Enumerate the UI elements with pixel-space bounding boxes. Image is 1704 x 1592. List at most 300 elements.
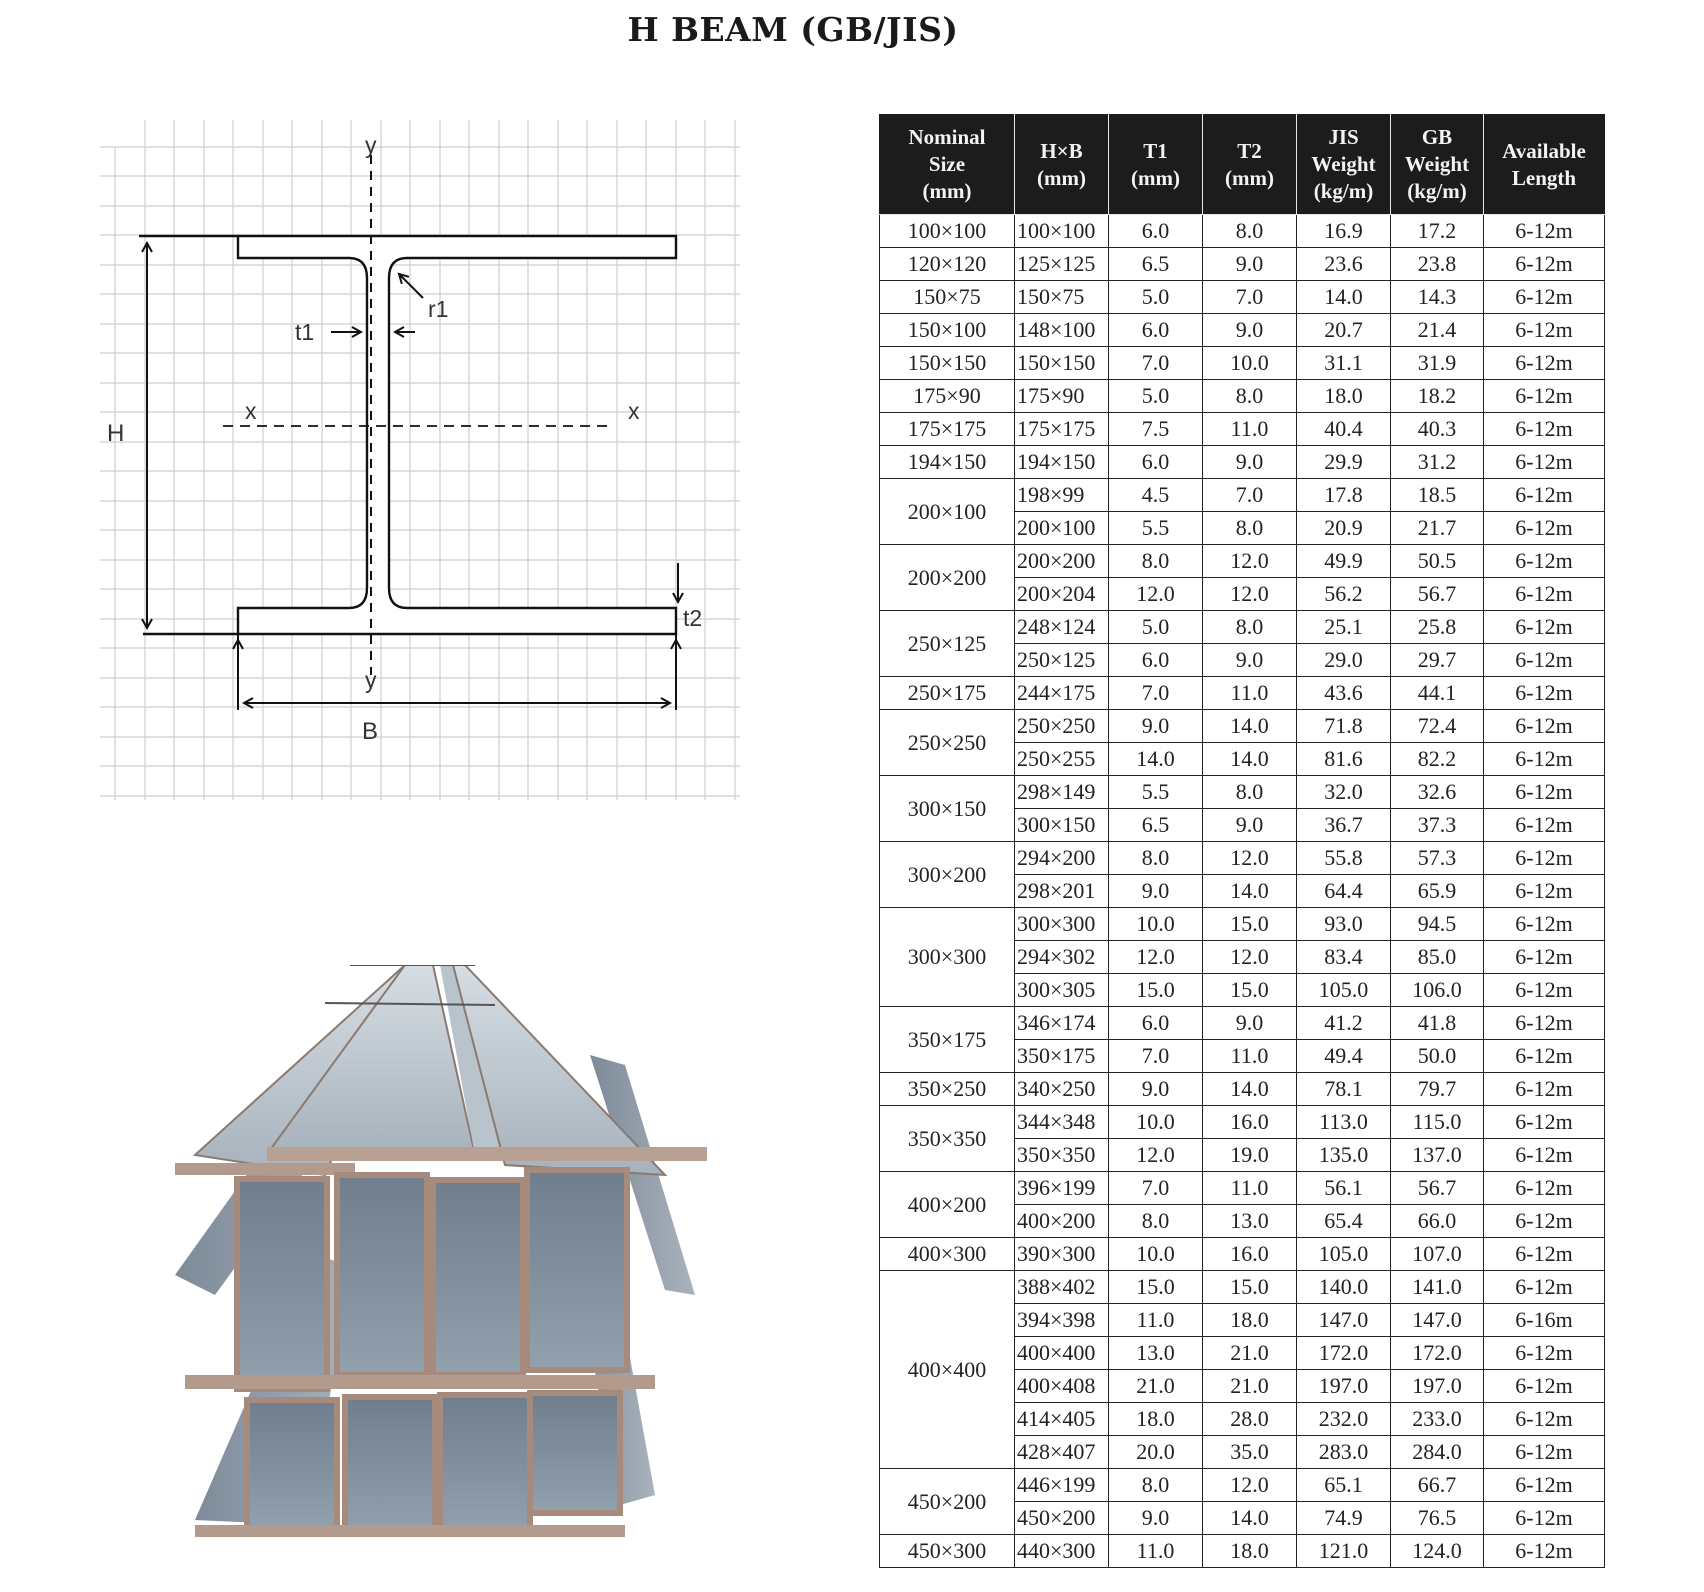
table-row — [880, 281, 1605, 314]
column-header-line: Available — [1502, 138, 1586, 163]
cell-available-length: 6-12m — [1484, 314, 1605, 347]
column-header-line: T2 — [1237, 138, 1262, 163]
cell-t1: 5.0 — [1109, 380, 1203, 413]
h-beam-product-photo — [175, 965, 730, 1545]
cell-gb-weight: 233.0 — [1391, 1403, 1484, 1436]
cell-gb-weight: 106.0 — [1391, 974, 1484, 1007]
label-x-right: x — [628, 398, 640, 424]
cell-t2: 7.0 — [1203, 281, 1297, 314]
cell-gb-weight: 18.2 — [1391, 380, 1484, 413]
cell-t2: 35.0 — [1203, 1436, 1297, 1469]
cell-t1: 6.0 — [1109, 215, 1203, 248]
table-row — [880, 842, 1605, 875]
cell-nominal-size: 250×250 — [880, 710, 1015, 776]
cell-t1: 15.0 — [1109, 974, 1203, 1007]
cell-t2: 10.0 — [1203, 347, 1297, 380]
cell-gb-weight: 79.7 — [1391, 1073, 1484, 1106]
cell-jis-weight: 32.0 — [1297, 776, 1391, 809]
cell-hxb: 194×150 — [1015, 446, 1109, 479]
cell-available-length: 6-12m — [1484, 578, 1605, 611]
cell-jis-weight: 147.0 — [1297, 1304, 1391, 1337]
table-row — [880, 611, 1605, 644]
column-header-available-length — [1484, 115, 1605, 215]
cell-hxb: 400×408 — [1015, 1370, 1109, 1403]
cell-t2: 21.0 — [1203, 1370, 1297, 1403]
cell-t2: 14.0 — [1203, 743, 1297, 776]
cell-t2: 11.0 — [1203, 1040, 1297, 1073]
cell-t2: 28.0 — [1203, 1403, 1297, 1436]
cell-gb-weight: 56.7 — [1391, 578, 1484, 611]
column-header-nominal-size — [880, 115, 1015, 215]
cell-hxb: 100×100 — [1015, 215, 1109, 248]
cell-t2: 12.0 — [1203, 578, 1297, 611]
cell-gb-weight: 17.2 — [1391, 215, 1484, 248]
cell-gb-weight: 32.6 — [1391, 776, 1484, 809]
cell-t2: 18.0 — [1203, 1535, 1297, 1568]
cell-hxb: 298×149 — [1015, 776, 1109, 809]
cell-t2: 12.0 — [1203, 1469, 1297, 1502]
cell-gb-weight: 141.0 — [1391, 1271, 1484, 1304]
column-header-t2 — [1203, 115, 1297, 215]
cell-hxb: 175×175 — [1015, 413, 1109, 446]
cell-available-length: 6-12m — [1484, 545, 1605, 578]
column-header-line: (mm) — [1225, 165, 1274, 190]
table-row — [880, 1106, 1605, 1139]
cell-t1: 11.0 — [1109, 1535, 1203, 1568]
cell-jis-weight: 18.0 — [1297, 380, 1391, 413]
spec-table-container — [870, 100, 1630, 1588]
cell-nominal-size: 350×250 — [880, 1073, 1015, 1106]
cell-t2: 9.0 — [1203, 314, 1297, 347]
cell-hxb: 446×199 — [1015, 1469, 1109, 1502]
cell-jis-weight: 83.4 — [1297, 941, 1391, 974]
table-row — [880, 347, 1605, 380]
cell-t2: 16.0 — [1203, 1106, 1297, 1139]
cell-available-length: 6-12m — [1484, 743, 1605, 776]
cell-nominal-size: 450×200 — [880, 1469, 1015, 1535]
cell-available-length: 6-12m — [1484, 1040, 1605, 1073]
cell-jis-weight: 64.4 — [1297, 875, 1391, 908]
cell-jis-weight: 71.8 — [1297, 710, 1391, 743]
cell-available-length: 6-12m — [1484, 974, 1605, 1007]
cell-t1: 5.5 — [1109, 512, 1203, 545]
label-radius: r1 — [428, 296, 449, 322]
table-row — [880, 215, 1605, 248]
cell-t2: 9.0 — [1203, 809, 1297, 842]
cell-nominal-size: 300×200 — [880, 842, 1015, 908]
cell-t2: 12.0 — [1203, 941, 1297, 974]
cell-gb-weight: 40.3 — [1391, 413, 1484, 446]
cell-gb-weight: 44.1 — [1391, 677, 1484, 710]
label-x-left: x — [245, 398, 257, 424]
cell-hxb: 400×200 — [1015, 1205, 1109, 1238]
cell-available-length: 6-12m — [1484, 215, 1605, 248]
h-beam-profile — [238, 236, 676, 634]
cell-jis-weight: 29.0 — [1297, 644, 1391, 677]
cell-t1: 8.0 — [1109, 1469, 1203, 1502]
cell-hxb: 150×150 — [1015, 347, 1109, 380]
column-header-jis-weight — [1297, 115, 1391, 215]
column-header-line: (mm) — [1037, 165, 1086, 190]
cell-t1: 10.0 — [1109, 1238, 1203, 1271]
cell-available-length: 6-12m — [1484, 1535, 1605, 1568]
table-row — [880, 479, 1605, 512]
cell-jis-weight: 172.0 — [1297, 1337, 1391, 1370]
cell-hxb: 396×199 — [1015, 1172, 1109, 1205]
cell-jis-weight: 105.0 — [1297, 1238, 1391, 1271]
cell-t2: 13.0 — [1203, 1205, 1297, 1238]
cell-t1: 6.5 — [1109, 809, 1203, 842]
cell-t2: 9.0 — [1203, 644, 1297, 677]
cell-t1: 10.0 — [1109, 908, 1203, 941]
label-width: B — [362, 718, 379, 745]
column-header-line: T1 — [1143, 138, 1168, 163]
h-beam-spec-table — [879, 114, 1605, 1568]
cell-nominal-size: 200×100 — [880, 479, 1015, 545]
cell-jis-weight: 20.9 — [1297, 512, 1391, 545]
cell-hxb: 250×125 — [1015, 644, 1109, 677]
cell-available-length: 6-12m — [1484, 1403, 1605, 1436]
cell-hxb: 150×75 — [1015, 281, 1109, 314]
cell-nominal-size: 400×400 — [880, 1271, 1015, 1469]
cell-t1: 7.0 — [1109, 347, 1203, 380]
cell-jis-weight: 25.1 — [1297, 611, 1391, 644]
label-web-thickness: t1 — [295, 319, 315, 345]
cell-gb-weight: 124.0 — [1391, 1535, 1484, 1568]
cell-jis-weight: 41.2 — [1297, 1007, 1391, 1040]
column-header-line: H×B — [1040, 138, 1083, 163]
cell-available-length: 6-12m — [1484, 677, 1605, 710]
cell-gb-weight: 107.0 — [1391, 1238, 1484, 1271]
cell-gb-weight: 66.0 — [1391, 1205, 1484, 1238]
cell-hxb: 300×305 — [1015, 974, 1109, 1007]
cell-available-length: 6-12m — [1484, 1238, 1605, 1271]
cell-nominal-size: 350×175 — [880, 1007, 1015, 1073]
cell-t2: 8.0 — [1203, 215, 1297, 248]
column-header-line: (kg/m) — [1313, 179, 1374, 203]
cell-t1: 8.0 — [1109, 545, 1203, 578]
table-row — [880, 710, 1605, 743]
cell-gb-weight: 147.0 — [1391, 1304, 1484, 1337]
column-header-line: JIS — [1328, 125, 1359, 149]
cell-t2: 12.0 — [1203, 842, 1297, 875]
table-row — [880, 1238, 1605, 1271]
cell-t1: 8.0 — [1109, 842, 1203, 875]
cell-t2: 18.0 — [1203, 1304, 1297, 1337]
cell-gb-weight: 284.0 — [1391, 1436, 1484, 1469]
cell-gb-weight: 94.5 — [1391, 908, 1484, 941]
cell-t2: 11.0 — [1203, 413, 1297, 446]
table-row — [880, 446, 1605, 479]
cell-hxb: 340×250 — [1015, 1073, 1109, 1106]
cell-hxb: 294×200 — [1015, 842, 1109, 875]
cell-nominal-size: 100×100 — [880, 215, 1015, 248]
cell-hxb: 390×300 — [1015, 1238, 1109, 1271]
cell-gb-weight: 82.2 — [1391, 743, 1484, 776]
cell-nominal-size: 250×175 — [880, 677, 1015, 710]
cell-available-length: 6-12m — [1484, 281, 1605, 314]
cell-nominal-size: 150×100 — [880, 314, 1015, 347]
cell-available-length: 6-12m — [1484, 611, 1605, 644]
cell-t2: 8.0 — [1203, 512, 1297, 545]
cell-hxb: 428×407 — [1015, 1436, 1109, 1469]
cell-jis-weight: 197.0 — [1297, 1370, 1391, 1403]
cell-t1: 20.0 — [1109, 1436, 1203, 1469]
cell-nominal-size: 175×175 — [880, 413, 1015, 446]
cell-hxb: 200×204 — [1015, 578, 1109, 611]
column-header-line: Nominal — [908, 125, 986, 149]
cell-t2: 21.0 — [1203, 1337, 1297, 1370]
column-header-hxb — [1015, 115, 1109, 215]
cell-gb-weight: 23.8 — [1391, 248, 1484, 281]
cell-t1: 9.0 — [1109, 710, 1203, 743]
cell-t1: 6.0 — [1109, 644, 1203, 677]
cell-jis-weight: 36.7 — [1297, 809, 1391, 842]
cell-t2: 15.0 — [1203, 908, 1297, 941]
column-header-line: Size — [928, 152, 966, 176]
cell-t1: 6.0 — [1109, 1007, 1203, 1040]
cell-t2: 14.0 — [1203, 875, 1297, 908]
cell-hxb: 414×405 — [1015, 1403, 1109, 1436]
cell-hxb: 350×350 — [1015, 1139, 1109, 1172]
cell-available-length: 6-12m — [1484, 1172, 1605, 1205]
cell-t1: 12.0 — [1109, 578, 1203, 611]
table-row — [880, 1469, 1605, 1502]
cell-t1: 9.0 — [1109, 1502, 1203, 1535]
cell-gb-weight: 197.0 — [1391, 1370, 1484, 1403]
cell-available-length: 6-12m — [1484, 908, 1605, 941]
cell-jis-weight: 55.8 — [1297, 842, 1391, 875]
cell-t1: 9.0 — [1109, 875, 1203, 908]
cell-gb-weight: 21.4 — [1391, 314, 1484, 347]
cell-t2: 15.0 — [1203, 974, 1297, 1007]
table-row — [880, 1535, 1605, 1568]
cell-available-length: 6-12m — [1484, 446, 1605, 479]
cell-t2: 14.0 — [1203, 1073, 1297, 1106]
cell-gb-weight: 85.0 — [1391, 941, 1484, 974]
cell-jis-weight: 93.0 — [1297, 908, 1391, 941]
cell-t1: 6.5 — [1109, 248, 1203, 281]
cell-t1: 5.5 — [1109, 776, 1203, 809]
cell-available-length: 6-12m — [1484, 1370, 1605, 1403]
table-row — [880, 1172, 1605, 1205]
cell-t1: 12.0 — [1109, 941, 1203, 974]
cell-gb-weight: 137.0 — [1391, 1139, 1484, 1172]
column-header-t1 — [1109, 115, 1203, 215]
cell-gb-weight: 41.8 — [1391, 1007, 1484, 1040]
cell-gb-weight: 14.3 — [1391, 281, 1484, 314]
cell-available-length: 6-12m — [1484, 1007, 1605, 1040]
cell-hxb: 440×300 — [1015, 1535, 1109, 1568]
cell-available-length: 6-16m — [1484, 1304, 1605, 1337]
cell-t1: 13.0 — [1109, 1337, 1203, 1370]
column-header-gb-weight — [1391, 115, 1484, 215]
cell-t2: 14.0 — [1203, 1502, 1297, 1535]
cell-nominal-size: 150×75 — [880, 281, 1015, 314]
cell-nominal-size: 300×150 — [880, 776, 1015, 842]
cell-jis-weight: 14.0 — [1297, 281, 1391, 314]
column-header-line: (mm) — [922, 179, 972, 203]
cell-gb-weight: 18.5 — [1391, 479, 1484, 512]
cell-available-length: 6-12m — [1484, 776, 1605, 809]
cell-gb-weight: 50.5 — [1391, 545, 1484, 578]
cell-available-length: 6-12m — [1484, 512, 1605, 545]
cell-gb-weight: 25.8 — [1391, 611, 1484, 644]
cell-t1: 6.0 — [1109, 314, 1203, 347]
cell-available-length: 6-12m — [1484, 710, 1605, 743]
cell-t2: 9.0 — [1203, 446, 1297, 479]
cell-t1: 18.0 — [1109, 1403, 1203, 1436]
cell-jis-weight: 56.1 — [1297, 1172, 1391, 1205]
cell-t1: 6.0 — [1109, 446, 1203, 479]
cell-jis-weight: 81.6 — [1297, 743, 1391, 776]
cell-available-length: 6-12m — [1484, 413, 1605, 446]
cell-gb-weight: 115.0 — [1391, 1106, 1484, 1139]
cell-t1: 7.0 — [1109, 1172, 1203, 1205]
cell-hxb: 344×348 — [1015, 1106, 1109, 1139]
cell-available-length: 6-12m — [1484, 1106, 1605, 1139]
table-row — [880, 1271, 1605, 1304]
column-header-line: Weight — [1404, 152, 1470, 176]
cell-t2: 14.0 — [1203, 710, 1297, 743]
table-row — [880, 1073, 1605, 1106]
cell-available-length: 6-12m — [1484, 1205, 1605, 1238]
cell-hxb: 175×90 — [1015, 380, 1109, 413]
cell-t2: 8.0 — [1203, 611, 1297, 644]
table-row — [880, 413, 1605, 446]
cell-gb-weight: 76.5 — [1391, 1502, 1484, 1535]
table-header-row — [880, 115, 1605, 215]
cell-hxb: 350×175 — [1015, 1040, 1109, 1073]
cell-jis-weight: 49.9 — [1297, 545, 1391, 578]
cell-hxb: 250×255 — [1015, 743, 1109, 776]
cell-hxb: 244×175 — [1015, 677, 1109, 710]
cell-t2: 9.0 — [1203, 1007, 1297, 1040]
cell-available-length: 6-12m — [1484, 347, 1605, 380]
cell-t1: 5.0 — [1109, 281, 1203, 314]
cell-gb-weight: 172.0 — [1391, 1337, 1484, 1370]
table-row — [880, 545, 1605, 578]
grid-background — [100, 120, 740, 800]
cell-t1: 10.0 — [1109, 1106, 1203, 1139]
page-title: H BEAM (GB/JIS) — [627, 10, 959, 49]
cell-nominal-size: 194×150 — [880, 446, 1015, 479]
cell-jis-weight: 113.0 — [1297, 1106, 1391, 1139]
cell-jis-weight: 49.4 — [1297, 1040, 1391, 1073]
cell-t2: 7.0 — [1203, 479, 1297, 512]
cell-nominal-size: 150×150 — [880, 347, 1015, 380]
cell-t1: 9.0 — [1109, 1073, 1203, 1106]
cell-nominal-size: 350×350 — [880, 1106, 1015, 1172]
cell-gb-weight: 29.7 — [1391, 644, 1484, 677]
cell-jis-weight: 16.9 — [1297, 215, 1391, 248]
cell-available-length: 6-12m — [1484, 842, 1605, 875]
cell-t1: 15.0 — [1109, 1271, 1203, 1304]
cell-t1: 7.5 — [1109, 413, 1203, 446]
cell-jis-weight: 29.9 — [1297, 446, 1391, 479]
cell-t2: 19.0 — [1203, 1139, 1297, 1172]
cell-gb-weight: 72.4 — [1391, 710, 1484, 743]
cell-available-length: 6-12m — [1484, 809, 1605, 842]
table-row — [880, 314, 1605, 347]
cell-gb-weight: 56.7 — [1391, 1172, 1484, 1205]
cell-t1: 7.0 — [1109, 677, 1203, 710]
cell-gb-weight: 50.0 — [1391, 1040, 1484, 1073]
label-y-top: y — [365, 132, 377, 158]
cell-jis-weight: 31.1 — [1297, 347, 1391, 380]
cell-t2: 9.0 — [1203, 248, 1297, 281]
cell-hxb: 200×100 — [1015, 512, 1109, 545]
column-header-line: (kg/m) — [1407, 179, 1467, 203]
cell-hxb: 300×300 — [1015, 908, 1109, 941]
cell-t2: 8.0 — [1203, 380, 1297, 413]
cell-available-length: 6-12m — [1484, 1502, 1605, 1535]
cell-hxb: 125×125 — [1015, 248, 1109, 281]
cell-jis-weight: 65.1 — [1297, 1469, 1391, 1502]
cell-available-length: 6-12m — [1484, 1337, 1605, 1370]
cell-available-length: 6-12m — [1484, 1073, 1605, 1106]
cell-jis-weight: 65.4 — [1297, 1205, 1391, 1238]
h-beam-cross-section-diagram — [95, 110, 745, 830]
cell-gb-weight: 66.7 — [1391, 1469, 1484, 1502]
cell-jis-weight: 121.0 — [1297, 1535, 1391, 1568]
table-row — [880, 908, 1605, 941]
cell-jis-weight: 283.0 — [1297, 1436, 1391, 1469]
cell-hxb: 400×400 — [1015, 1337, 1109, 1370]
label-y-bottom: y — [365, 667, 377, 693]
cell-jis-weight: 20.7 — [1297, 314, 1391, 347]
cell-nominal-size: 200×200 — [880, 545, 1015, 611]
cell-t2: 12.0 — [1203, 545, 1297, 578]
cell-available-length: 6-12m — [1484, 941, 1605, 974]
cell-hxb: 300×150 — [1015, 809, 1109, 842]
cell-nominal-size: 400×200 — [880, 1172, 1015, 1238]
cell-hxb: 298×201 — [1015, 875, 1109, 908]
cell-available-length: 6-12m — [1484, 644, 1605, 677]
column-header-line: Length — [1511, 165, 1577, 190]
cell-jis-weight: 78.1 — [1297, 1073, 1391, 1106]
table-row — [880, 248, 1605, 281]
cell-jis-weight: 105.0 — [1297, 974, 1391, 1007]
cell-gb-weight: 21.7 — [1391, 512, 1484, 545]
table-row — [880, 776, 1605, 809]
cell-jis-weight: 135.0 — [1297, 1139, 1391, 1172]
cell-hxb: 394×398 — [1015, 1304, 1109, 1337]
cell-t2: 16.0 — [1203, 1238, 1297, 1271]
cell-nominal-size: 450×300 — [880, 1535, 1015, 1568]
cell-jis-weight: 232.0 — [1297, 1403, 1391, 1436]
cell-jis-weight: 17.8 — [1297, 479, 1391, 512]
cell-nominal-size: 120×120 — [880, 248, 1015, 281]
cell-jis-weight: 23.6 — [1297, 248, 1391, 281]
cell-hxb: 248×124 — [1015, 611, 1109, 644]
cell-jis-weight: 56.2 — [1297, 578, 1391, 611]
cell-available-length: 6-12m — [1484, 875, 1605, 908]
cell-t1: 12.0 — [1109, 1139, 1203, 1172]
cell-hxb: 250×250 — [1015, 710, 1109, 743]
cell-t1: 8.0 — [1109, 1205, 1203, 1238]
cell-hxb: 200×200 — [1015, 545, 1109, 578]
cell-t2: 11.0 — [1203, 1172, 1297, 1205]
cell-hxb: 148×100 — [1015, 314, 1109, 347]
cell-t2: 15.0 — [1203, 1271, 1297, 1304]
cell-jis-weight: 74.9 — [1297, 1502, 1391, 1535]
cell-hxb: 388×402 — [1015, 1271, 1109, 1304]
cell-jis-weight: 40.4 — [1297, 413, 1391, 446]
cell-t2: 11.0 — [1203, 677, 1297, 710]
column-header-line: (mm) — [1131, 165, 1180, 190]
label-height: H — [107, 420, 125, 447]
